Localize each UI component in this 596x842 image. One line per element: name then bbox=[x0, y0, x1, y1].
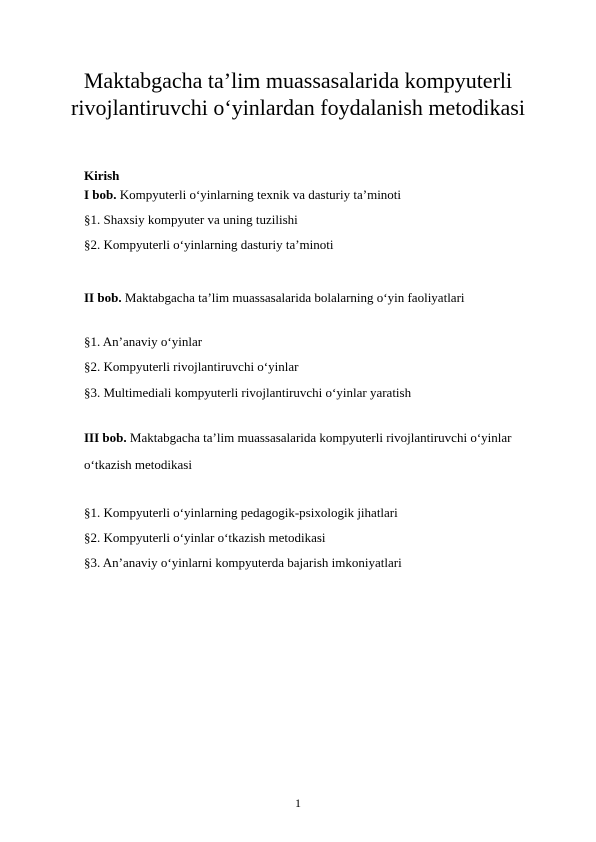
chapter-1-heading bbox=[84, 187, 401, 203]
chapter-1-section-2: §2. Kompyuterli o‘yinlarning dasturiy ta’minoti bbox=[84, 237, 334, 252]
chapter-2-section-3: §3. Multimediali kompyuterli rivojlantiruvchi o‘yinlar yaratish bbox=[84, 385, 412, 400]
chapter-2-section-1: §1. An’anaviy o‘yinlar bbox=[84, 334, 203, 349]
chapter-3-title: Maktabgacha ta’lim muassasalarida kompyuterli rivojlantiruvchi o‘yinlar bbox=[126, 430, 512, 445]
page-number: 1 bbox=[295, 796, 301, 810]
chapter-3-section-1: §1. Kompyuterli o‘yinlarning pedagogik-psixologik jihatlari bbox=[84, 505, 398, 520]
document-title-line-2: rivojlantiruvchi o‘yinlardan foydalanish metodikasi bbox=[71, 95, 525, 120]
chapter-3-section-2: §2. Kompyuterli o‘yinlar o‘tkazish metodikasi bbox=[84, 530, 326, 545]
chapter-3-title-continued: o‘tkazish metodikasi bbox=[84, 457, 192, 472]
chapter-2-title: Maktabgacha ta’lim muassasalarida bolalarning o‘yin faoliyatlari bbox=[121, 290, 465, 305]
chapter-3-section-3: §3. An’anaviy o‘yinlarni kompyuterda bajarish imkoniyatlari bbox=[84, 555, 402, 570]
chapter-2-label: II bob. bbox=[84, 290, 122, 305]
chapter-2-heading bbox=[84, 290, 465, 306]
chapter-1-label: I bob. bbox=[84, 187, 117, 202]
chapter-3-heading bbox=[84, 430, 511, 446]
document-title-line-1: Maktabgacha ta’lim muassasalarida kompyuterli bbox=[83, 68, 513, 93]
chapter-1-title: Kompyuterli o‘yinlarning texnik va dasturiy ta’minoti bbox=[116, 187, 402, 202]
intro-heading: Kirish bbox=[84, 168, 120, 183]
chapter-3-label: III bob. bbox=[84, 430, 127, 445]
chapter-1-section-1: §1. Shaxsiy kompyuter va uning tuzilishi bbox=[84, 212, 298, 227]
chapter-2-section-2: §2. Kompyuterli rivojlantiruvchi o‘yinlar bbox=[84, 359, 299, 374]
